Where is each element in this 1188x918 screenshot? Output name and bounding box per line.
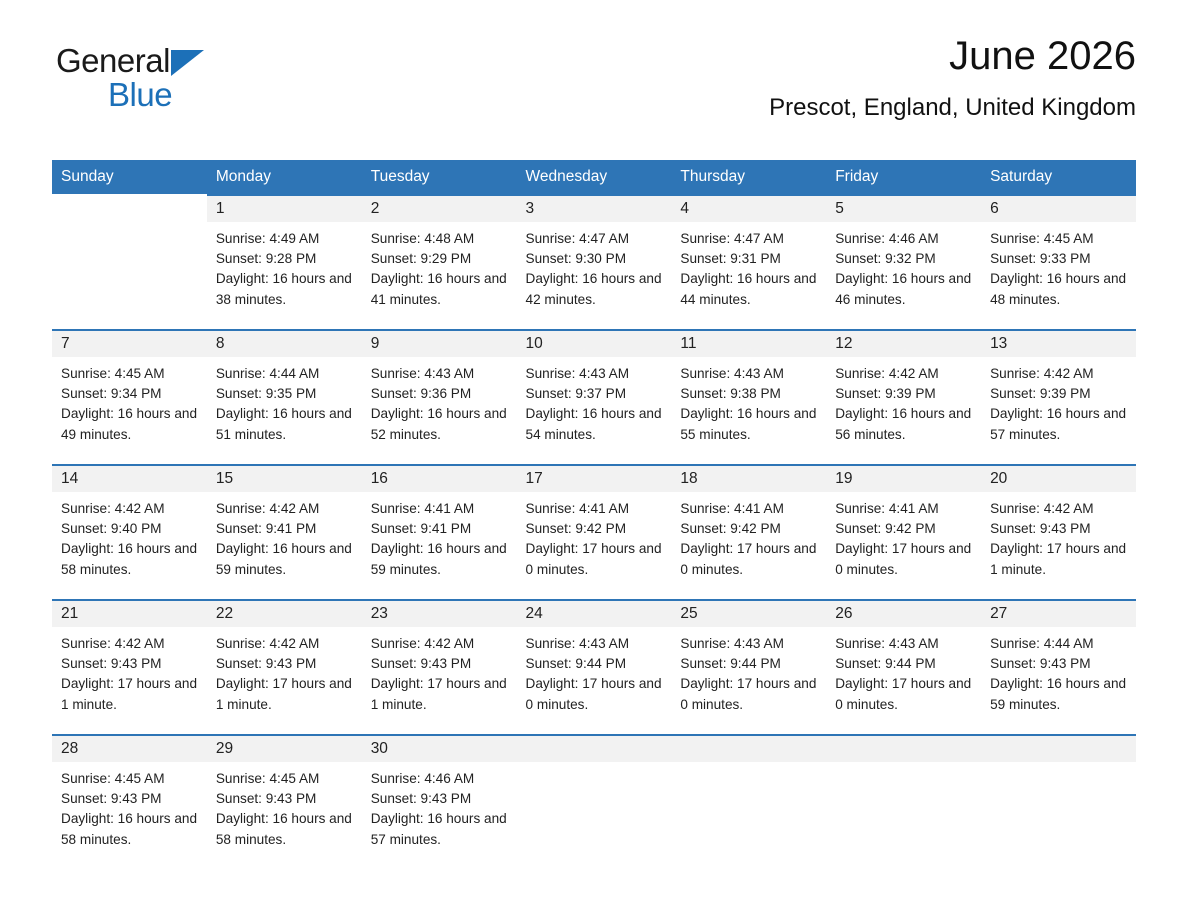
sunset-text: Sunset: 9:44 PM xyxy=(525,656,627,672)
day-details xyxy=(981,627,1136,715)
day-details xyxy=(207,492,362,580)
daylight-text: Daylight: 16 hours and 52 minutes. xyxy=(370,406,507,442)
sunset-text: Sunset: 9:43 PM xyxy=(61,656,162,672)
page-title: June 2026 xyxy=(949,34,1136,78)
day-details xyxy=(207,762,362,850)
sunrise-text: Sunrise: 4:43 AM xyxy=(680,366,784,381)
day-details xyxy=(517,357,672,445)
daylight-text: Daylight: 16 hours and 59 minutes. xyxy=(370,541,507,577)
day-cell-inner xyxy=(981,329,1136,464)
day-number: 17 xyxy=(517,466,672,492)
calendar-day-cell xyxy=(981,464,1136,599)
calendar-day-cell xyxy=(362,599,517,734)
calendar-day-cell xyxy=(981,194,1136,329)
calendar-day-cell xyxy=(207,194,362,329)
day-cell-inner xyxy=(517,599,672,734)
daylight-text: Daylight: 17 hours and 0 minutes. xyxy=(525,541,662,577)
day-cell-inner xyxy=(826,194,981,329)
calendar-day-cell xyxy=(52,599,207,734)
day-cell-inner xyxy=(362,194,517,329)
sunset-text: Sunset: 9:43 PM xyxy=(370,656,472,672)
sunset-text: Sunset: 9:42 PM xyxy=(525,521,627,537)
day-cell-inner xyxy=(981,734,1136,869)
sunset-text: Sunset: 9:43 PM xyxy=(61,791,162,807)
day-cell-inner xyxy=(826,464,981,599)
sunset-text: Sunset: 9:40 PM xyxy=(61,521,162,537)
calendar-day-cell xyxy=(671,329,826,464)
column-header-thursday: Thursday xyxy=(671,160,826,194)
day-details xyxy=(207,222,362,310)
day-cell-inner xyxy=(517,464,672,599)
day-cell-inner xyxy=(52,194,207,329)
sunset-text: Sunset: 9:44 PM xyxy=(835,656,936,672)
sunset-text: Sunset: 9:42 PM xyxy=(835,521,936,537)
day-details xyxy=(826,222,981,310)
day-number: 9 xyxy=(362,331,517,357)
sunrise-text: Sunrise: 4:49 AM xyxy=(215,231,320,246)
sunrise-text: Sunrise: 4:42 AM xyxy=(61,501,165,516)
calendar-day-cell xyxy=(981,734,1136,869)
calendar-day-cell xyxy=(671,599,826,734)
day-number: 21 xyxy=(52,601,207,627)
daylight-text: Daylight: 16 hours and 56 minutes. xyxy=(835,406,972,442)
calendar-body xyxy=(52,194,1136,869)
day-number xyxy=(826,736,981,762)
sunrise-text: Sunrise: 4:45 AM xyxy=(215,771,320,786)
calendar-day-cell xyxy=(981,599,1136,734)
daylight-text: Daylight: 16 hours and 58 minutes. xyxy=(61,811,198,847)
calendar-day-cell xyxy=(362,194,517,329)
day-number: 26 xyxy=(826,601,981,627)
day-cell-inner xyxy=(826,734,981,869)
day-number: 27 xyxy=(981,601,1136,627)
calendar-week-row xyxy=(52,734,1136,869)
sunset-text: Sunset: 9:39 PM xyxy=(990,386,1091,402)
calendar-week-row xyxy=(52,599,1136,734)
calendar-day-cell xyxy=(517,329,672,464)
day-number xyxy=(52,196,207,222)
day-cell-inner xyxy=(671,464,826,599)
sunset-text: Sunset: 9:43 PM xyxy=(990,521,1091,537)
sunset-text: Sunset: 9:43 PM xyxy=(215,656,317,672)
calendar-day-cell xyxy=(207,734,362,869)
calendar-day-cell xyxy=(826,464,981,599)
day-cell-inner xyxy=(981,599,1136,734)
day-number: 5 xyxy=(826,196,981,222)
sunrise-text: Sunrise: 4:42 AM xyxy=(990,501,1094,516)
sunrise-text: Sunrise: 4:42 AM xyxy=(61,636,165,651)
sunset-text: Sunset: 9:30 PM xyxy=(525,251,627,267)
column-header-friday: Friday xyxy=(826,160,981,194)
calendar-day-cell xyxy=(362,734,517,869)
daylight-text: Daylight: 16 hours and 58 minutes. xyxy=(61,541,198,577)
calendar-day-cell xyxy=(671,734,826,869)
day-cell-inner xyxy=(671,734,826,869)
sunset-text: Sunset: 9:36 PM xyxy=(370,386,472,402)
calendar-week-row xyxy=(52,464,1136,599)
daylight-text: Daylight: 17 hours and 0 minutes. xyxy=(680,676,817,712)
day-number: 1 xyxy=(207,196,362,222)
sunrise-text: Sunrise: 4:45 AM xyxy=(61,366,165,381)
day-cell-inner xyxy=(826,599,981,734)
sunrise-text: Sunrise: 4:48 AM xyxy=(370,231,475,246)
day-number: 3 xyxy=(517,196,672,222)
sunset-text: Sunset: 9:31 PM xyxy=(680,251,781,267)
sunrise-text: Sunrise: 4:42 AM xyxy=(215,636,320,651)
day-details xyxy=(826,357,981,445)
daylight-text: Daylight: 16 hours and 49 minutes. xyxy=(61,406,198,442)
calendar-week-row xyxy=(52,194,1136,329)
sunrise-text: Sunrise: 4:43 AM xyxy=(835,636,939,651)
daylight-text: Daylight: 17 hours and 1 minute. xyxy=(370,676,507,712)
day-details xyxy=(671,627,826,715)
day-number: 12 xyxy=(826,331,981,357)
calendar-day-cell xyxy=(826,329,981,464)
sunrise-text: Sunrise: 4:46 AM xyxy=(370,771,475,786)
daylight-text: Daylight: 16 hours and 44 minutes. xyxy=(680,271,817,307)
sunset-text: Sunset: 9:29 PM xyxy=(370,251,472,267)
day-details xyxy=(981,492,1136,580)
day-details xyxy=(52,627,207,715)
day-cell-inner xyxy=(671,329,826,464)
day-number xyxy=(981,736,1136,762)
calendar-day-cell xyxy=(207,329,362,464)
day-number: 19 xyxy=(826,466,981,492)
daylight-text: Daylight: 17 hours and 0 minutes. xyxy=(680,541,817,577)
page-subtitle: Prescot, England, United Kingdom xyxy=(769,94,1136,121)
sunset-text: Sunset: 9:43 PM xyxy=(215,791,317,807)
day-number: 14 xyxy=(52,466,207,492)
daylight-text: Daylight: 17 hours and 1 minute. xyxy=(61,676,198,712)
sunset-text: Sunset: 9:39 PM xyxy=(835,386,936,402)
daylight-text: Daylight: 17 hours and 1 minute. xyxy=(215,676,352,712)
calendar-day-cell xyxy=(671,464,826,599)
calendar-week-row xyxy=(52,329,1136,464)
column-header-sunday: Sunday xyxy=(52,160,207,194)
day-details xyxy=(671,357,826,445)
daylight-text: Daylight: 16 hours and 58 minutes. xyxy=(215,811,352,847)
calendar-header-row xyxy=(52,160,1136,194)
calendar-day-cell xyxy=(517,599,672,734)
daylight-text: Daylight: 17 hours and 0 minutes. xyxy=(835,541,972,577)
day-cell-inner xyxy=(362,599,517,734)
day-number: 29 xyxy=(207,736,362,762)
day-details xyxy=(517,222,672,310)
day-number: 20 xyxy=(981,466,1136,492)
sunrise-text: Sunrise: 4:44 AM xyxy=(990,636,1094,651)
day-cell-inner xyxy=(52,734,207,869)
sunrise-text: Sunrise: 4:44 AM xyxy=(215,366,320,381)
column-header-saturday: Saturday xyxy=(981,160,1136,194)
sunset-text: Sunset: 9:42 PM xyxy=(680,521,781,537)
column-header-monday: Monday xyxy=(207,160,362,194)
day-number: 6 xyxy=(981,196,1136,222)
day-cell-inner xyxy=(671,194,826,329)
day-number: 23 xyxy=(362,601,517,627)
daylight-text: Daylight: 16 hours and 57 minutes. xyxy=(990,406,1127,442)
general-blue-logo xyxy=(56,44,204,111)
calendar-day-cell xyxy=(362,329,517,464)
sunset-text: Sunset: 9:41 PM xyxy=(215,521,317,537)
sunrise-text: Sunrise: 4:45 AM xyxy=(61,771,165,786)
calendar-day-cell xyxy=(826,734,981,869)
logo-line1-wrapper xyxy=(56,44,204,77)
day-details xyxy=(362,357,517,445)
day-cell-inner xyxy=(207,599,362,734)
sunrise-text: Sunrise: 4:42 AM xyxy=(990,366,1094,381)
triangle-icon xyxy=(171,50,204,76)
sunrise-text: Sunrise: 4:42 AM xyxy=(835,366,939,381)
day-number: 7 xyxy=(52,331,207,357)
sunrise-text: Sunrise: 4:42 AM xyxy=(215,501,320,516)
sunrise-text: Sunrise: 4:45 AM xyxy=(990,231,1094,246)
sunrise-text: Sunrise: 4:46 AM xyxy=(835,231,939,246)
day-details xyxy=(362,222,517,310)
day-cell-inner xyxy=(207,734,362,869)
day-cell-inner xyxy=(671,599,826,734)
day-number: 15 xyxy=(207,466,362,492)
daylight-text: Daylight: 16 hours and 59 minutes. xyxy=(215,541,352,577)
column-header-tuesday: Tuesday xyxy=(362,160,517,194)
sunset-text: Sunset: 9:41 PM xyxy=(370,521,472,537)
day-number: 18 xyxy=(671,466,826,492)
daylight-text: Daylight: 17 hours and 1 minute. xyxy=(990,541,1127,577)
daylight-text: Daylight: 16 hours and 57 minutes. xyxy=(370,811,507,847)
day-cell-inner xyxy=(362,464,517,599)
calendar-day-cell xyxy=(207,599,362,734)
day-details xyxy=(52,357,207,445)
sunrise-text: Sunrise: 4:41 AM xyxy=(680,501,784,516)
sunrise-text: Sunrise: 4:43 AM xyxy=(680,636,784,651)
sunset-text: Sunset: 9:33 PM xyxy=(990,251,1091,267)
day-details xyxy=(517,627,672,715)
day-number: 16 xyxy=(362,466,517,492)
day-number: 28 xyxy=(52,736,207,762)
sunset-text: Sunset: 9:32 PM xyxy=(835,251,936,267)
day-number: 11 xyxy=(671,331,826,357)
day-number: 2 xyxy=(362,196,517,222)
day-details xyxy=(517,492,672,580)
day-details xyxy=(826,627,981,715)
calendar-day-cell xyxy=(362,464,517,599)
sunset-text: Sunset: 9:28 PM xyxy=(215,251,317,267)
day-details xyxy=(671,222,826,310)
logo-text-general: General xyxy=(56,42,170,79)
sunset-text: Sunset: 9:35 PM xyxy=(215,386,317,402)
day-details xyxy=(671,492,826,580)
calendar-day-cell xyxy=(826,194,981,329)
page-header xyxy=(52,0,1136,120)
sunset-text: Sunset: 9:43 PM xyxy=(370,791,472,807)
day-number: 4 xyxy=(671,196,826,222)
day-cell-inner xyxy=(52,329,207,464)
daylight-text: Daylight: 17 hours and 0 minutes. xyxy=(835,676,972,712)
daylight-text: Daylight: 16 hours and 41 minutes. xyxy=(370,271,507,307)
sunrise-text: Sunrise: 4:41 AM xyxy=(835,501,939,516)
calendar-day-cell xyxy=(517,734,672,869)
sunrise-text: Sunrise: 4:43 AM xyxy=(525,366,630,381)
sunset-text: Sunset: 9:43 PM xyxy=(990,656,1091,672)
day-details xyxy=(207,627,362,715)
day-number: 22 xyxy=(207,601,362,627)
calendar-day-cell xyxy=(52,329,207,464)
calendar-day-cell xyxy=(52,194,207,329)
calendar-day-cell xyxy=(517,194,672,329)
day-cell-inner xyxy=(517,329,672,464)
daylight-text: Daylight: 16 hours and 42 minutes. xyxy=(525,271,662,307)
sunrise-text: Sunrise: 4:41 AM xyxy=(525,501,630,516)
sunset-text: Sunset: 9:34 PM xyxy=(61,386,162,402)
sunset-text: Sunset: 9:38 PM xyxy=(680,386,781,402)
daylight-text: Daylight: 16 hours and 46 minutes. xyxy=(835,271,972,307)
day-details xyxy=(826,492,981,580)
daylight-text: Daylight: 16 hours and 51 minutes. xyxy=(215,406,352,442)
day-number: 8 xyxy=(207,331,362,357)
day-number: 13 xyxy=(981,331,1136,357)
sunrise-text: Sunrise: 4:43 AM xyxy=(370,366,475,381)
calendar-day-cell xyxy=(981,329,1136,464)
sunrise-text: Sunrise: 4:47 AM xyxy=(680,231,784,246)
day-details xyxy=(52,492,207,580)
day-details xyxy=(362,627,517,715)
sunrise-text: Sunrise: 4:42 AM xyxy=(370,636,475,651)
daylight-text: Daylight: 16 hours and 38 minutes. xyxy=(215,271,352,307)
day-details xyxy=(981,222,1136,310)
day-cell-inner xyxy=(207,464,362,599)
day-cell-inner xyxy=(52,464,207,599)
day-number: 10 xyxy=(517,331,672,357)
day-number: 30 xyxy=(362,736,517,762)
calendar-day-cell xyxy=(52,464,207,599)
sun-calendar-table xyxy=(52,160,1136,869)
day-number: 25 xyxy=(671,601,826,627)
day-number xyxy=(517,736,672,762)
column-header-wednesday: Wednesday xyxy=(517,160,672,194)
day-cell-inner xyxy=(362,734,517,869)
logo-text-blue: Blue xyxy=(108,76,173,113)
day-cell-inner xyxy=(207,194,362,329)
day-cell-inner xyxy=(207,329,362,464)
day-details xyxy=(362,762,517,850)
daylight-text: Daylight: 16 hours and 59 minutes. xyxy=(990,676,1127,712)
day-cell-inner xyxy=(826,329,981,464)
day-cell-inner xyxy=(981,194,1136,329)
daylight-text: Daylight: 16 hours and 48 minutes. xyxy=(990,271,1127,307)
day-cell-inner xyxy=(517,734,672,869)
calendar-day-cell xyxy=(671,194,826,329)
daylight-text: Daylight: 17 hours and 0 minutes. xyxy=(525,676,662,712)
day-cell-inner xyxy=(52,599,207,734)
day-cell-inner xyxy=(362,329,517,464)
sunrise-text: Sunrise: 4:47 AM xyxy=(525,231,630,246)
daylight-text: Daylight: 16 hours and 55 minutes. xyxy=(680,406,817,442)
calendar-day-cell xyxy=(517,464,672,599)
day-number xyxy=(671,736,826,762)
sunset-text: Sunset: 9:37 PM xyxy=(525,386,627,402)
day-cell-inner xyxy=(517,194,672,329)
daylight-text: Daylight: 16 hours and 54 minutes. xyxy=(525,406,662,442)
day-details xyxy=(981,357,1136,445)
day-cell-inner xyxy=(981,464,1136,599)
sunrise-text: Sunrise: 4:41 AM xyxy=(370,501,475,516)
calendar-day-cell xyxy=(207,464,362,599)
day-details xyxy=(207,357,362,445)
calendar-day-cell xyxy=(826,599,981,734)
day-details xyxy=(362,492,517,580)
sunset-text: Sunset: 9:44 PM xyxy=(680,656,781,672)
calendar-day-cell xyxy=(52,734,207,869)
day-number: 24 xyxy=(517,601,672,627)
day-details xyxy=(52,762,207,850)
sunrise-text: Sunrise: 4:43 AM xyxy=(525,636,630,651)
